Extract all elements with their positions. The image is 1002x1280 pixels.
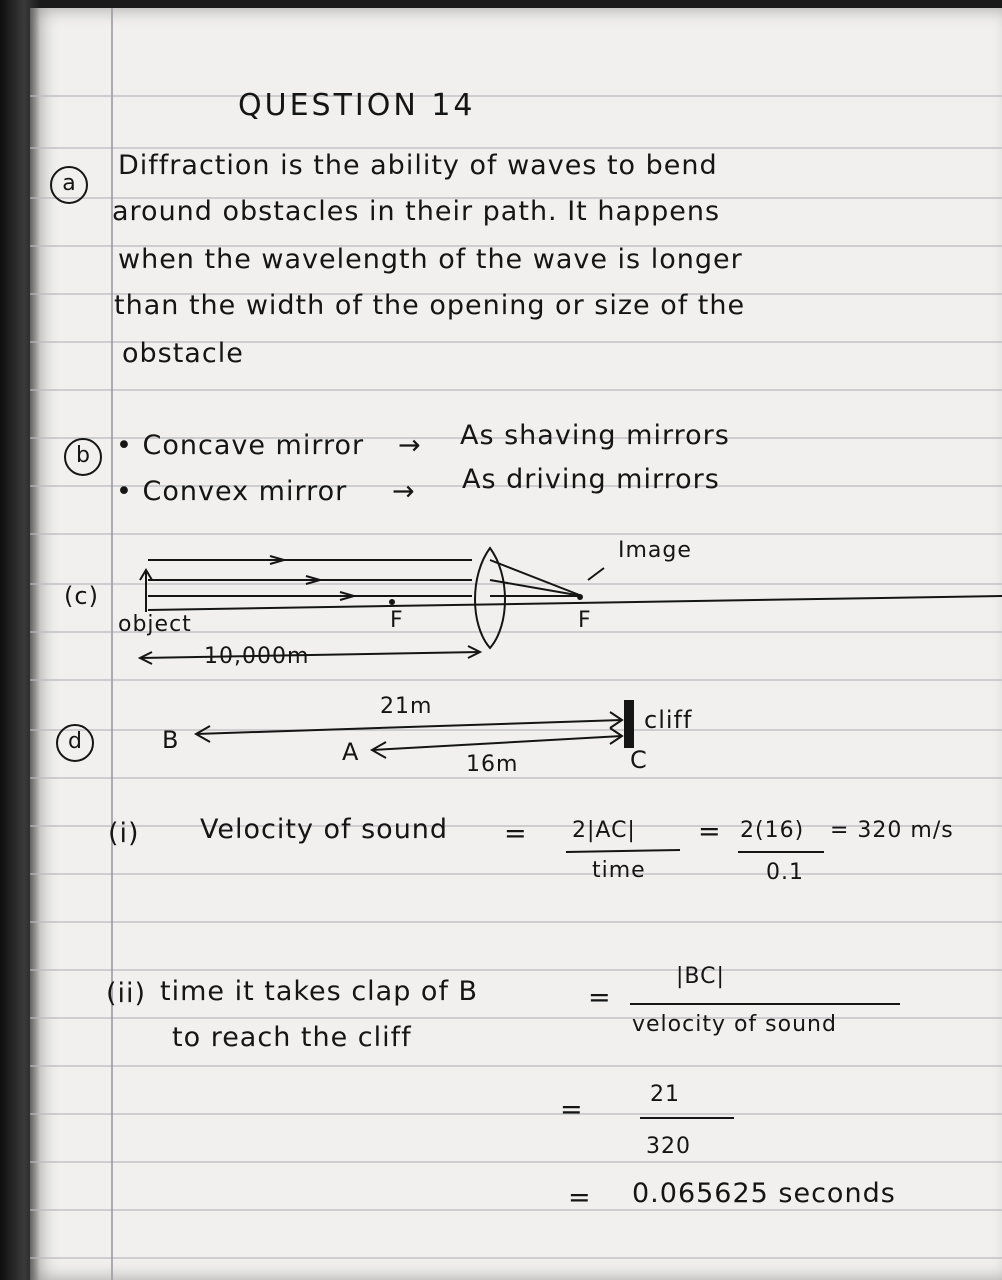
calc-denominator: 0.1: [766, 860, 804, 885]
equals-sign-4: =: [560, 1094, 584, 1125]
equals-sign-2: =: [698, 816, 722, 847]
velocity-result: = 320 m/s: [830, 818, 954, 843]
time-denominator-2: 320: [646, 1134, 691, 1159]
question-title: QUESTION 14: [238, 88, 476, 123]
time-label-line-1: time it takes clap of B: [160, 976, 479, 1007]
velocity-numerator: 2|AC|: [572, 818, 636, 843]
velocity-denominator: time: [592, 858, 646, 883]
part-a-marker: a: [50, 166, 88, 204]
equals-sign: =: [504, 818, 528, 849]
velocity-label: Velocity of sound: [200, 814, 449, 845]
distance-ac-label: 16m: [466, 752, 519, 777]
time-numerator-2: 21: [650, 1082, 680, 1107]
part-a-line-1: Diffraction is the ability of waves to bend: [118, 150, 718, 181]
part-d-ii-number: (ii): [106, 978, 147, 1009]
final-answer: 0.065625 seconds: [632, 1178, 896, 1209]
equals-sign-5: =: [568, 1182, 592, 1213]
part-a-line-2: around obstacles in their path. It happens: [112, 196, 721, 227]
point-c-label: C: [630, 746, 648, 774]
part-c-marker: (c): [64, 582, 99, 610]
object-distance-label: 10,000m: [204, 644, 310, 669]
bullet-icon: •: [116, 476, 143, 507]
point-b-label: B: [162, 726, 180, 754]
part-d-i-number: (i): [108, 818, 140, 849]
time-label-line-2: to reach the cliff: [172, 1022, 412, 1053]
arrow-icon: →: [398, 430, 422, 461]
part-a-line-5: obstacle: [122, 338, 244, 369]
part-b-marker: b: [64, 438, 102, 476]
part-a-line-3: when the wavelength of the wave is longer: [118, 244, 743, 275]
object-label: object: [118, 612, 192, 637]
part-a-line-4: than the width of the opening or size of the: [114, 290, 746, 321]
image-label: Image: [618, 538, 692, 563]
calc-numerator: 2(16): [740, 818, 805, 843]
point-a-label: A: [342, 738, 360, 766]
part-d-marker: d: [56, 724, 94, 762]
concave-use: As shaving mirrors: [460, 420, 730, 451]
concave-term: Concave mirror: [142, 430, 365, 461]
convex-term: Convex mirror: [142, 476, 348, 507]
bullet-icon: •: [116, 430, 143, 461]
distance-bc-label: 21m: [380, 694, 433, 719]
equals-sign-3: =: [588, 982, 612, 1013]
cliff-label: cliff: [644, 706, 693, 734]
focal-label-left: F: [390, 608, 404, 633]
time-denominator: velocity of sound: [632, 1012, 837, 1037]
convex-use: As driving mirrors: [462, 464, 720, 495]
arrow-icon: →: [392, 476, 416, 507]
time-numerator: |BC|: [676, 964, 725, 989]
focal-label-right: F: [578, 608, 592, 633]
